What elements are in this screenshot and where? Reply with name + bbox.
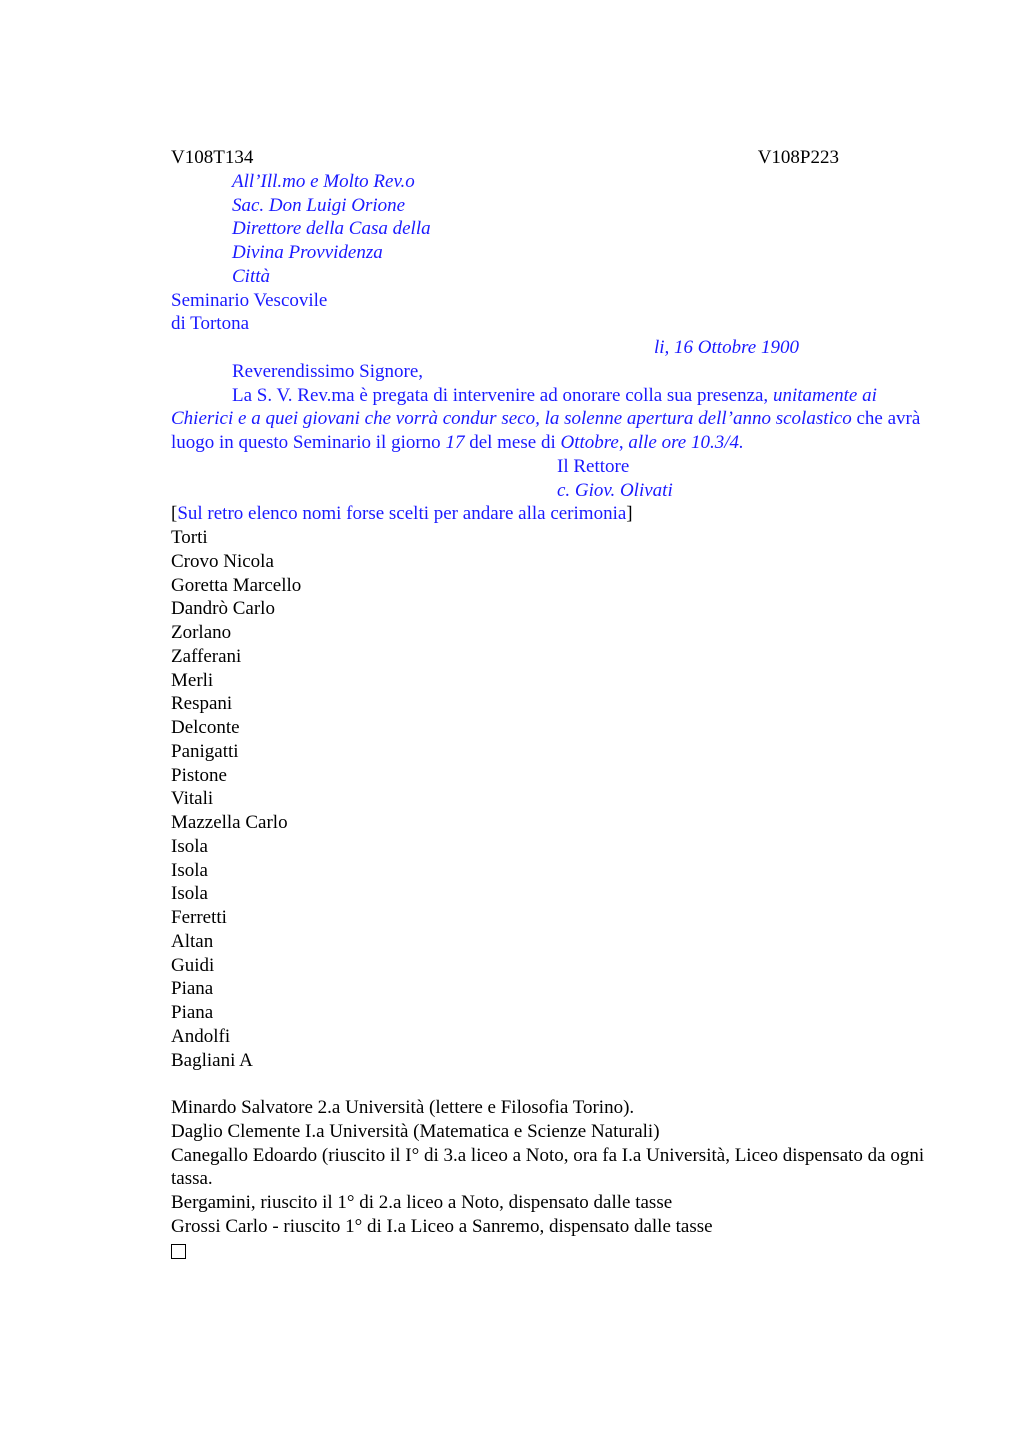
note-bracket-close: ] [626, 503, 633, 525]
list-item-name: Torti [171, 527, 208, 548]
address-line: Sac. Don Luigi Orione [232, 194, 406, 216]
results-list [171, 1096, 931, 1239]
list-item-name: Pistone [171, 764, 227, 786]
checkbox-square-icon [171, 1244, 186, 1259]
list-item-name: Ferretti [171, 907, 227, 928]
list-item-name: Andolfi [171, 1025, 231, 1047]
body-text: , [618, 432, 629, 453]
sender-block [171, 289, 931, 337]
sender-line: Seminario Vescovile [171, 289, 328, 311]
letter-body [171, 384, 931, 455]
body-time: alle ore 10.3/4. [628, 432, 744, 453]
address-line: All’Ill.mo e Molto Rev.o [232, 170, 415, 192]
list-item-name: Guidi [171, 954, 215, 976]
note-text: Sul retro elenco nomi forse scelti per andare alla cerimonia [177, 503, 627, 525]
body-day: 17 [445, 432, 465, 453]
left-code: V108T134 [171, 147, 254, 168]
body-text: del mese di [464, 432, 561, 453]
signature-title: Il Rettore [557, 455, 630, 477]
address-line: Divina Provvidenza [232, 242, 383, 263]
end-marker [171, 1239, 931, 1263]
list-item-result: Daglio Clemente I.a Università (Matematica e Scienze Naturali) [171, 1120, 660, 1142]
list-item-result: Canegallo Edoardo (riuscito il I° di 3.a liceo a Noto, ora fa I.a Università, Liceo dispensato da ogni tassa. [171, 1144, 925, 1190]
body-text: che avrà luogo in questo Seminario il giorno [171, 408, 921, 453]
list-item-result: Grossi Carlo - riuscito 1° di I.a Liceo a Sanremo, dispensato dalle tasse [171, 1215, 713, 1237]
recipient-address [171, 170, 931, 289]
right-code: V108P223 [757, 147, 839, 168]
names-list [171, 526, 931, 1072]
list-item-name: Isola [171, 859, 208, 881]
list-item-name: Panigatti [171, 740, 239, 762]
list-item-name: Vitali [171, 788, 214, 810]
letter-date: li, 16 Ottobre 1900 [654, 337, 799, 358]
signature-name: c. Giov. Olivati [557, 479, 673, 501]
list-item-name: Goretta Marcello [171, 574, 302, 596]
list-item-name: Crovo Nicola [171, 550, 274, 572]
spacer [171, 1072, 931, 1096]
list-item-name: Zafferani [171, 645, 242, 667]
list-item-name: Bagliani A [171, 1049, 253, 1071]
sender-line: di Tortona [171, 313, 250, 335]
list-item-name: Piana [171, 978, 214, 1000]
editor-note [171, 502, 931, 526]
document-page [171, 146, 931, 1262]
salutation: Reverendissimo Signore, [232, 360, 424, 382]
list-item-name: Delconte [171, 717, 240, 738]
body-month: Ottobre [560, 432, 619, 453]
list-item-result: Minardo Salvatore 2.a Università (lettere e Filosofia Torino). [171, 1097, 635, 1118]
list-item-name: Piana [171, 1002, 214, 1023]
list-item-name: Merli [171, 669, 214, 691]
list-item-name: Dandrò Carlo [171, 598, 275, 620]
note-bracket-open: [ [171, 503, 178, 525]
list-item-result: Bergamini, riuscito il 1° di 2.a liceo a Noto, dispensato dalle tasse [171, 1192, 673, 1213]
list-item-name: Altan [171, 930, 214, 952]
list-item-name: Respani [171, 693, 233, 715]
address-line: Città [232, 265, 271, 287]
signature-block [171, 455, 931, 503]
body-text: La S. V. Rev.ma è pregata di intervenire ad onorare colla sua presenza, [232, 384, 773, 406]
list-item-name: Zorlano [171, 622, 232, 643]
address-line: Direttore della Casa della [232, 218, 431, 240]
list-item-name: Mazzella Carlo [171, 812, 288, 833]
document-header [171, 146, 839, 170]
body-text-italic: unitamente ai Chierici e a quei giovani che vorrà condur seco, la solenne apertura dell’anno scolastico [171, 384, 877, 430]
list-item-name: Isola [171, 883, 208, 905]
list-item-name: Isola [171, 835, 208, 857]
